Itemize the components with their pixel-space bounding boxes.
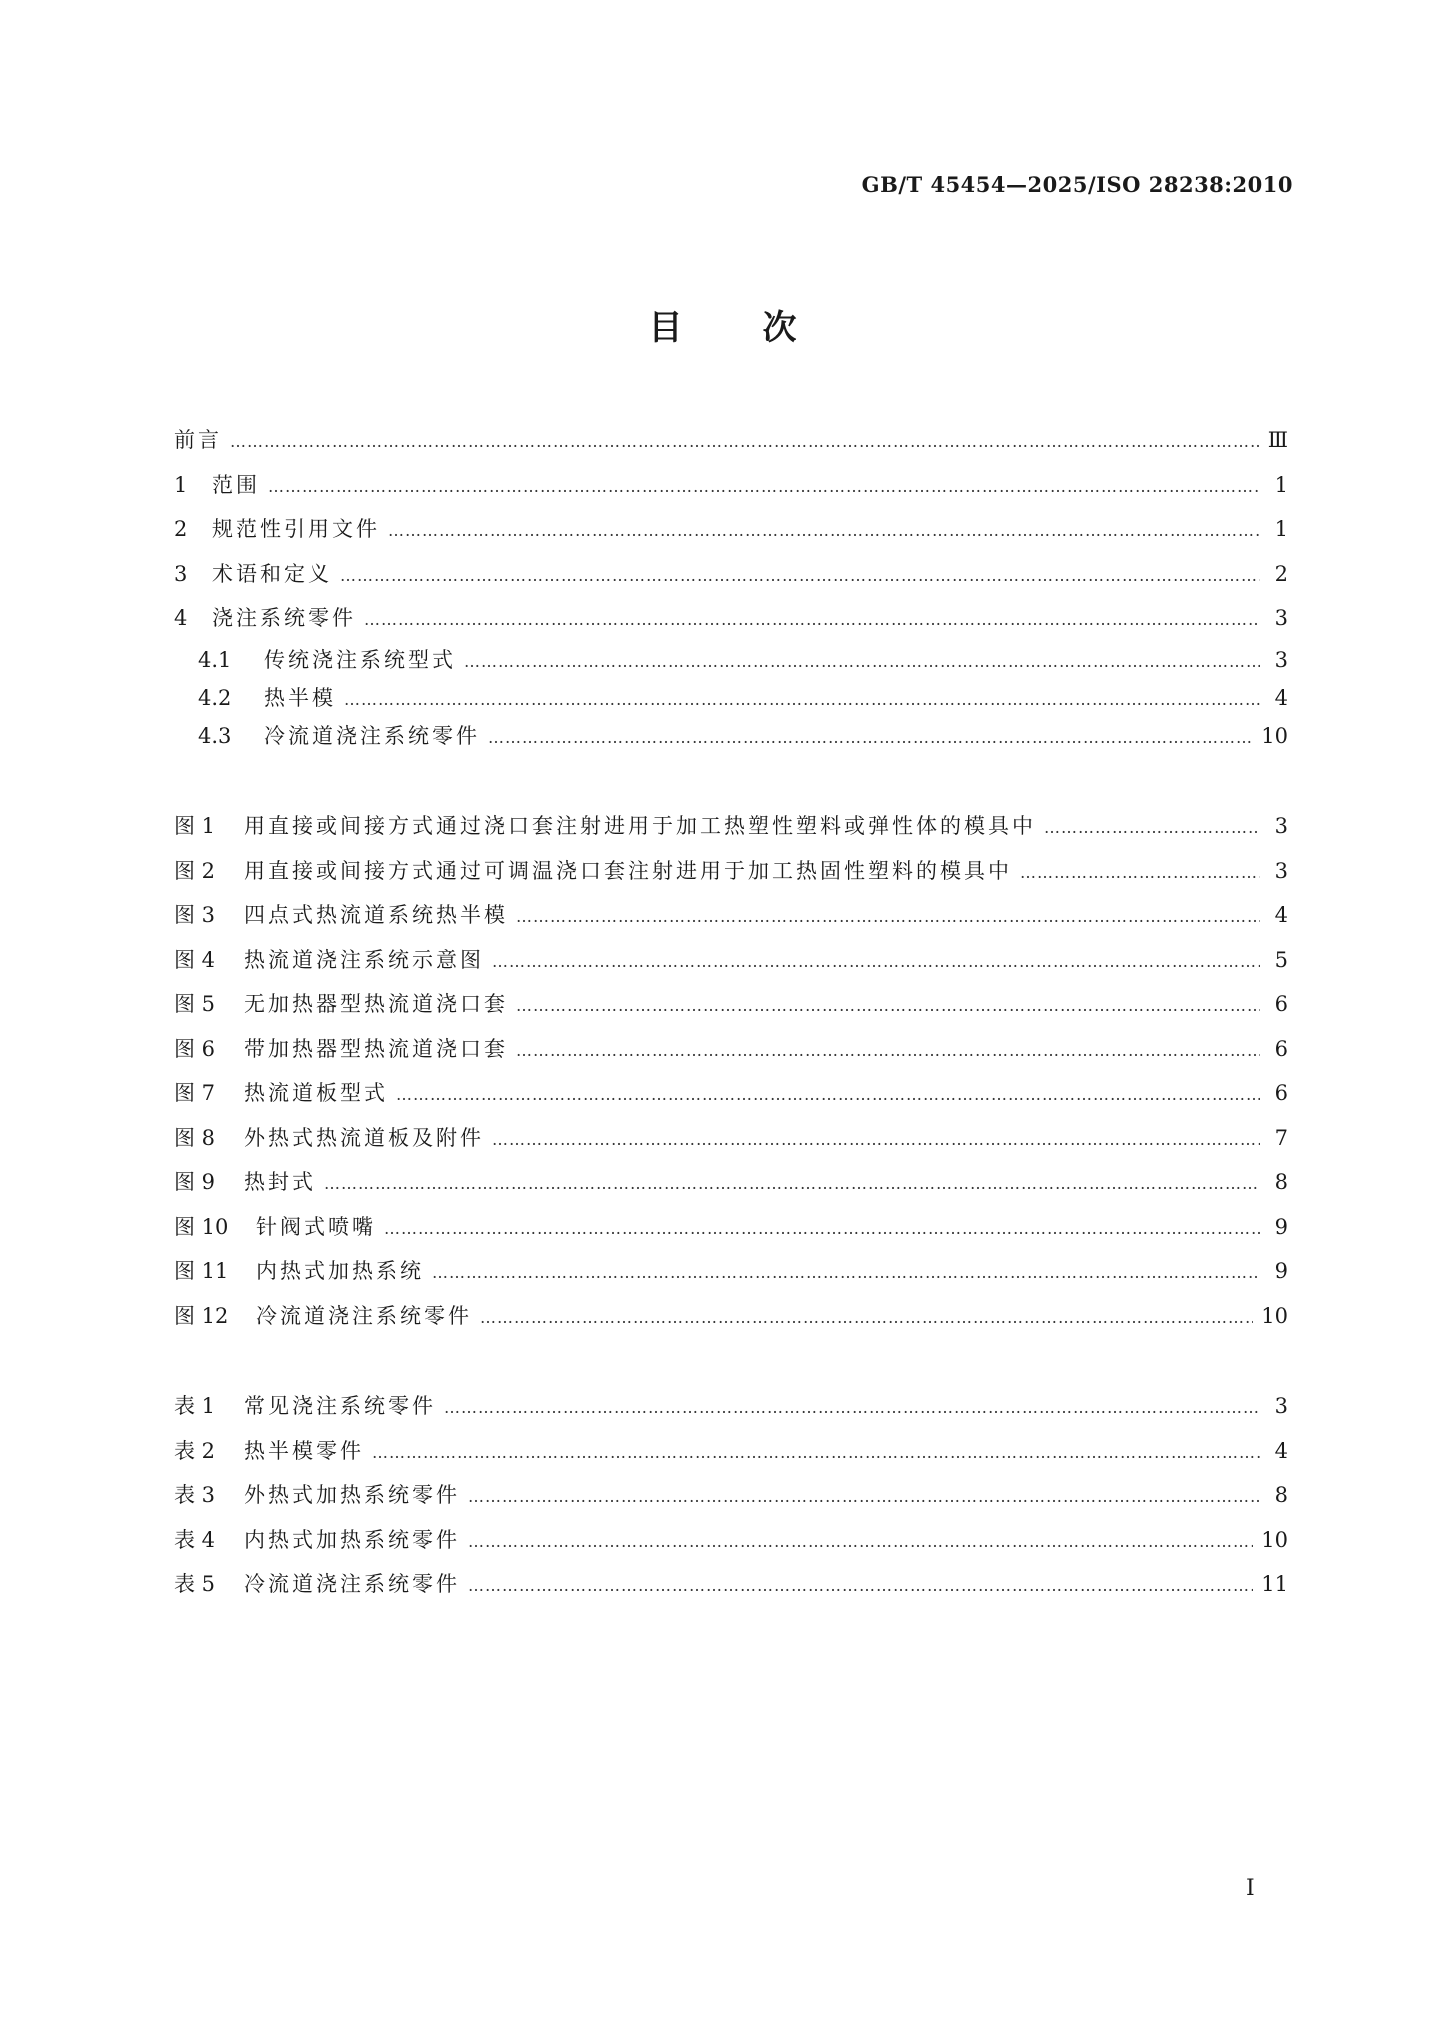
toc-entry-page: 5 bbox=[1274, 947, 1288, 972]
toc-leader-dots bbox=[468, 1475, 1260, 1520]
toc-leader-dots bbox=[492, 1118, 1260, 1163]
toc-entry-page: 6 bbox=[1274, 1036, 1288, 1061]
toc-figure-entry[interactable] bbox=[174, 938, 1288, 983]
toc-figures bbox=[174, 804, 1288, 1338]
toc-entry-number: 表 5 bbox=[174, 1572, 216, 1596]
toc-figure-entry[interactable] bbox=[174, 1160, 1288, 1205]
toc-entry-label: 热半模零件 bbox=[244, 1438, 364, 1463]
toc-figure-entry[interactable] bbox=[174, 1249, 1288, 1294]
page-number: I bbox=[1246, 1876, 1255, 1901]
toc-entry-label: 术语和定义 bbox=[212, 561, 332, 586]
toc-entry-page: 6 bbox=[1274, 1081, 1288, 1105]
standard-code: GB/T 45454—2025/ISO 28238:2010 bbox=[861, 172, 1293, 197]
toc-entry-page: 3 bbox=[1274, 1394, 1288, 1418]
toc-entry-number: 图 4 bbox=[174, 947, 216, 972]
toc-figure-entry[interactable] bbox=[174, 982, 1288, 1027]
toc-entry-label: 内热式加热系统零件 bbox=[244, 1527, 460, 1552]
toc-entry-label: 热流道浇注系统示意图 bbox=[244, 947, 484, 972]
toc-entry-label: 冷流道浇注系统零件 bbox=[264, 723, 480, 748]
toc-entry-page: 11 bbox=[1261, 1572, 1288, 1596]
toc-entry-label: 带加热器型热流道浇口套 bbox=[244, 1036, 508, 1061]
toc-table-entry[interactable] bbox=[174, 1384, 1288, 1429]
toc-entry-number: 表 4 bbox=[174, 1527, 216, 1552]
toc-entry-number: 图 11 bbox=[174, 1259, 229, 1283]
toc-leader-dots bbox=[1020, 851, 1260, 896]
toc-leader-dots bbox=[388, 509, 1260, 554]
toc-entry-page: 10 bbox=[1261, 723, 1288, 748]
toc-entry-page: 10 bbox=[1261, 1527, 1288, 1552]
toc-figure-entry[interactable] bbox=[174, 849, 1288, 894]
toc-entry-page: 4 bbox=[1274, 1438, 1288, 1463]
toc-leader-dots bbox=[468, 1520, 1253, 1565]
toc-entry-number: 图 10 bbox=[174, 1214, 229, 1239]
toc-figure-entry[interactable] bbox=[174, 1294, 1288, 1339]
toc-leader-dots bbox=[492, 940, 1260, 985]
toc-entry-number: 图 9 bbox=[174, 1170, 216, 1194]
toc-tables bbox=[174, 1384, 1288, 1607]
toc-entry-number: 1 bbox=[174, 472, 188, 497]
toc-leader-dots bbox=[516, 1029, 1260, 1074]
toc-entry-label: 用直接或间接方式通过浇口套注射进用于加工热塑性塑料或弹性体的模具中 bbox=[244, 814, 1036, 838]
toc-leader-dots bbox=[480, 1296, 1253, 1341]
toc-leader-dots bbox=[364, 598, 1260, 643]
toc-entry-label: 用直接或间接方式通过可调温浇口套注射进用于加工热固性塑料的模具中 bbox=[244, 858, 1012, 883]
toc-entry-page: 9 bbox=[1274, 1214, 1288, 1239]
toc-entry-cold-runner-components[interactable] bbox=[174, 717, 1288, 755]
toc-entry-number: 图 7 bbox=[174, 1081, 216, 1105]
toc-entry-number: 表 1 bbox=[174, 1394, 216, 1418]
toc-entry-page: 4 bbox=[1274, 903, 1288, 927]
toc-entry-page: 3 bbox=[1274, 814, 1288, 838]
toc-entry-label: 冷流道浇注系统零件 bbox=[256, 1303, 472, 1328]
toc-entry-page: 3 bbox=[1274, 647, 1288, 672]
toc-entry-page: 6 bbox=[1274, 992, 1288, 1016]
toc-entry-page: Ⅲ bbox=[1267, 428, 1288, 452]
toc-entry-page: 1 bbox=[1274, 472, 1288, 497]
toc-leader-dots bbox=[516, 895, 1260, 940]
toc-entry-hot-half[interactable] bbox=[174, 679, 1288, 717]
toc-entry-label: 浇注系统零件 bbox=[212, 606, 356, 630]
toc-entry-number: 图 1 bbox=[174, 814, 216, 838]
toc-entry-page: 7 bbox=[1274, 1125, 1288, 1150]
toc-entry-label: 传统浇注系统型式 bbox=[264, 647, 456, 672]
toc-entry-foreword[interactable] bbox=[174, 418, 1288, 463]
toc-leader-dots bbox=[384, 1207, 1260, 1252]
toc-entry-scope[interactable] bbox=[174, 463, 1288, 508]
toc-entry-page: 9 bbox=[1274, 1259, 1288, 1283]
toc-entry-label: 冷流道浇注系统零件 bbox=[244, 1572, 460, 1596]
toc-leader-dots bbox=[432, 1251, 1260, 1296]
toc-table-entry[interactable] bbox=[174, 1518, 1288, 1563]
toc-entry-number: 图 6 bbox=[174, 1036, 216, 1061]
toc-entry-page: 3 bbox=[1274, 606, 1288, 630]
toc-entry-number: 图 5 bbox=[174, 992, 216, 1016]
toc-entry-traditional-feed-system[interactable] bbox=[174, 641, 1288, 679]
toc-entry-label: 四点式热流道系统热半模 bbox=[244, 903, 508, 927]
toc-leader-dots bbox=[1044, 806, 1260, 851]
toc-contents bbox=[174, 418, 1288, 755]
toc-entry-label: 热半模 bbox=[264, 685, 336, 710]
toc-leader-dots bbox=[324, 1162, 1260, 1207]
toc-entry-terms-definitions[interactable] bbox=[174, 552, 1288, 597]
toc-entry-page: 8 bbox=[1274, 1483, 1288, 1507]
toc-entry-number: 4.2 bbox=[198, 685, 232, 710]
toc-leader-dots bbox=[268, 465, 1260, 510]
toc-leader-dots bbox=[444, 1386, 1260, 1431]
toc-figure-entry[interactable] bbox=[174, 1027, 1288, 1072]
toc-figure-entry[interactable] bbox=[174, 804, 1288, 849]
toc-entry-page: 2 bbox=[1274, 561, 1288, 586]
toc-entry-number: 图 8 bbox=[174, 1125, 216, 1150]
toc-entry-normative-references[interactable] bbox=[174, 507, 1288, 552]
toc-entry-label: 外热式热流道板及附件 bbox=[244, 1125, 484, 1150]
toc-figure-entry[interactable] bbox=[174, 1071, 1288, 1116]
toc-entry-label: 外热式加热系统零件 bbox=[244, 1483, 460, 1507]
toc-leader-dots bbox=[372, 1431, 1260, 1476]
toc-entry-number: 4 bbox=[174, 606, 188, 630]
toc-leader-dots bbox=[396, 1073, 1260, 1118]
toc-leader-dots bbox=[340, 554, 1260, 599]
toc-entry-page: 3 bbox=[1274, 858, 1288, 883]
toc-entry-label: 热流道板型式 bbox=[244, 1081, 388, 1105]
toc-entry-page: 10 bbox=[1261, 1303, 1288, 1328]
toc-leader-dots bbox=[230, 420, 1260, 465]
toc-entry-label: 内热式加热系统 bbox=[256, 1259, 424, 1283]
toc-table-entry[interactable] bbox=[174, 1429, 1288, 1474]
toc-entry-label: 针阀式喷嘴 bbox=[256, 1214, 376, 1239]
toc-table-entry[interactable] bbox=[174, 1473, 1288, 1518]
toc-entry-number: 4.1 bbox=[198, 647, 232, 672]
toc-entry-label: 规范性引用文件 bbox=[212, 517, 380, 541]
toc-entry-number: 表 2 bbox=[174, 1438, 216, 1463]
toc-entry-page: 4 bbox=[1274, 685, 1288, 710]
toc-entry-number: 图 12 bbox=[174, 1303, 229, 1328]
toc-figure-entry[interactable] bbox=[174, 1116, 1288, 1161]
toc-entry-number: 4.3 bbox=[198, 723, 232, 748]
toc-figure-entry[interactable] bbox=[174, 893, 1288, 938]
toc-entry-page: 8 bbox=[1274, 1170, 1288, 1194]
toc-entry-number: 表 3 bbox=[174, 1483, 216, 1507]
toc-entry-number: 3 bbox=[174, 561, 188, 586]
toc-figure-entry[interactable] bbox=[174, 1205, 1288, 1250]
toc-leader-dots bbox=[468, 1564, 1253, 1609]
toc-entry-page: 1 bbox=[1274, 517, 1288, 541]
page-title: 目次 bbox=[648, 308, 877, 348]
toc-entry-label: 范围 bbox=[212, 472, 260, 497]
toc-entry-label: 无加热器型热流道浇口套 bbox=[244, 992, 508, 1016]
toc-leader-dots bbox=[516, 984, 1260, 1029]
toc-entry-label: 热封式 bbox=[244, 1170, 316, 1194]
toc-entry-label: 前言 bbox=[174, 428, 222, 452]
toc-leader-dots bbox=[464, 643, 1260, 681]
toc-entry-number: 2 bbox=[174, 517, 188, 541]
toc-entry-number: 图 3 bbox=[174, 903, 216, 927]
toc-leader-dots bbox=[344, 681, 1260, 719]
toc-entry-feed-system-components[interactable] bbox=[174, 596, 1288, 641]
toc-leader-dots bbox=[488, 719, 1253, 757]
toc-entry-number: 图 2 bbox=[174, 858, 216, 883]
toc-entry-label: 常见浇注系统零件 bbox=[244, 1394, 436, 1418]
toc-table-entry[interactable] bbox=[174, 1562, 1288, 1607]
